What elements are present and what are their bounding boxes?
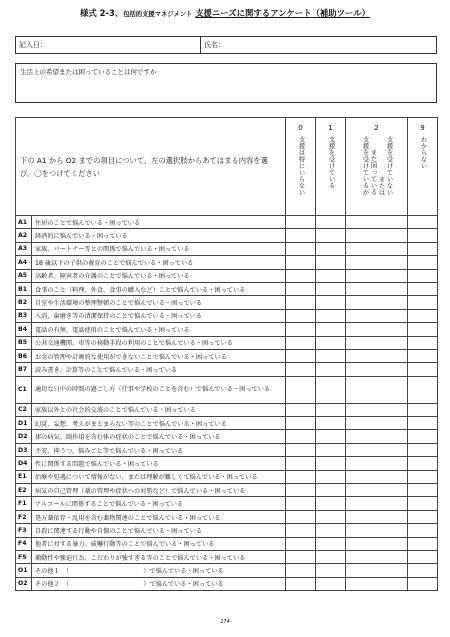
options-header-row	[16, 118, 438, 216]
table-row	[16, 564, 438, 577]
item-text: 体の病気、副作用を含む体の症状のことで悩んでいる・困っている	[32, 430, 286, 443]
table-row	[16, 510, 438, 523]
item-code: E1	[16, 470, 32, 483]
answer-cell-9[interactable]	[408, 269, 438, 282]
answer-cell-9[interactable]	[408, 524, 438, 537]
answer-cell-2[interactable]	[346, 577, 408, 590]
item-text: 自殺に関連する行動や自傷のことで悩んでいる・困っている	[32, 524, 286, 537]
answer-cell-2[interactable]	[346, 524, 408, 537]
answer-cell-0[interactable]	[286, 376, 316, 403]
item-text: 処方薬依存・乱用を含む薬物関連のことで悩んでいる・困っている	[32, 510, 286, 523]
answer-cell-1[interactable]	[316, 282, 346, 295]
title-main: 支援ニーズに関するアンケート（補助ツール）	[195, 8, 370, 18]
answer-cell-0[interactable]	[286, 524, 316, 537]
answer-cell-2[interactable]	[346, 242, 408, 255]
answer-cell-9[interactable]	[408, 484, 438, 497]
item-text: 自室や生活環境の整理整頓のことで悩んでいる・困っている	[32, 296, 286, 309]
option-label-line: 支援を受けているが	[361, 136, 369, 196]
table-row	[16, 229, 438, 242]
answer-cell-1[interactable]	[316, 457, 346, 470]
answer-cell-1[interactable]	[316, 336, 346, 349]
item-text: 読み書き、計算等のことで悩んでいる・困っている	[32, 363, 286, 376]
item-code: A1	[16, 216, 32, 229]
item-text: 経済的に悩んでいる・困っている	[32, 229, 286, 242]
instructions: 下の A1 から O2 までの項目について、左の選択肢からあてはまる内容を選び、〇をつけてください	[16, 118, 286, 216]
item-code: O1	[16, 564, 32, 577]
answer-cell-0[interactable]	[286, 256, 316, 269]
answer-cell-2[interactable]	[346, 430, 408, 443]
item-text: その他１ （ ）で悩んでいる・困っている	[32, 564, 286, 577]
answer-cell-2[interactable]	[346, 510, 408, 523]
option-header-0	[286, 118, 316, 216]
item-code: F5	[16, 550, 32, 563]
answer-cell-1[interactable]	[316, 376, 346, 403]
answer-cell-2[interactable]	[346, 323, 408, 336]
option-label	[316, 132, 345, 191]
answer-cell-9[interactable]	[408, 510, 438, 523]
answer-cell-9[interactable]	[408, 309, 438, 322]
item-text: 治療や処遇について情報がない、または理解が難しくて悩んでいる・困っている	[32, 470, 286, 483]
item-text: 性に関係する問題で悩んでいる・困っている	[32, 457, 286, 470]
table-row	[16, 457, 438, 470]
table-row	[16, 363, 438, 376]
answer-cell-0[interactable]	[286, 336, 316, 349]
answer-cell-9[interactable]	[408, 242, 438, 255]
table-row	[16, 376, 438, 403]
answer-cell-0[interactable]	[286, 296, 316, 309]
answer-cell-2[interactable]	[346, 484, 408, 497]
answer-cell-1[interactable]	[316, 349, 346, 362]
answer-cell-0[interactable]	[286, 216, 316, 229]
option-number: 9	[420, 123, 425, 132]
answer-cell-1[interactable]	[316, 564, 346, 577]
answer-cell-0[interactable]	[286, 443, 316, 456]
answer-cell-1[interactable]	[316, 309, 346, 322]
answer-cell-2[interactable]	[346, 349, 408, 362]
answer-cell-2[interactable]	[346, 256, 408, 269]
option-header-2	[346, 118, 408, 216]
answer-cell-0[interactable]	[286, 470, 316, 483]
answer-cell-1[interactable]	[316, 470, 346, 483]
answer-cell-1[interactable]	[316, 242, 346, 255]
table-row	[16, 242, 438, 255]
item-code: D2	[16, 430, 32, 443]
option-label	[346, 132, 407, 197]
answer-cell-9[interactable]	[408, 457, 438, 470]
item-text: 不安、抑うつ、悩みごと等で悩んでいる・困っている	[32, 443, 286, 456]
answer-cell-2[interactable]	[346, 497, 408, 510]
answer-cell-2[interactable]	[346, 336, 408, 349]
table-row	[16, 403, 438, 416]
answer-cell-2[interactable]	[346, 457, 408, 470]
entry-date-field[interactable]	[16, 37, 201, 53]
answer-cell-0[interactable]	[286, 309, 316, 322]
answer-cell-1[interactable]	[316, 484, 346, 497]
answer-cell-2[interactable]	[346, 537, 408, 550]
item-text: 電話の有無、電話使用のことで悩んでいる・困っている	[32, 323, 286, 336]
answer-cell-0[interactable]	[286, 349, 316, 362]
option-header-1	[316, 118, 346, 216]
option-label-line: 支援を受けていない	[385, 136, 393, 196]
answer-cell-1[interactable]	[316, 296, 346, 309]
item-text: 幻覚、妄想、考えがまとまらない等のことで悩んでいる・困っている	[32, 417, 286, 430]
answer-cell-0[interactable]	[286, 430, 316, 443]
answer-cell-2[interactable]	[346, 564, 408, 577]
answer-cell-1[interactable]	[316, 430, 346, 443]
item-code: F1	[16, 497, 32, 510]
option-header-9	[408, 118, 438, 216]
table-row	[16, 537, 438, 550]
item-code: E2	[16, 484, 32, 497]
table-row	[16, 443, 438, 456]
answer-cell-9[interactable]	[408, 470, 438, 483]
answer-cell-9[interactable]	[408, 577, 438, 590]
answer-cell-9[interactable]	[408, 376, 438, 403]
item-text: 家族、パートナー等との関係で悩んでいる・困っている	[32, 242, 286, 255]
table-row	[16, 323, 438, 336]
answer-cell-1[interactable]	[316, 269, 346, 282]
table-row	[16, 282, 438, 295]
item-code: D3	[16, 443, 32, 456]
answer-cell-2[interactable]	[346, 403, 408, 416]
answer-cell-2[interactable]	[346, 309, 408, 322]
item-text: 衝動性や強迫行為、こだわりが強すぎる等のことで悩んでいる・困っている	[32, 550, 286, 563]
item-code: A4	[16, 256, 32, 269]
answer-cell-2[interactable]	[346, 296, 408, 309]
answer-cell-0[interactable]	[286, 269, 316, 282]
table-row	[16, 484, 438, 497]
option-label-line: 支援は特にいらない	[297, 136, 305, 196]
answer-cell-2[interactable]	[346, 282, 408, 295]
answer-cell-1[interactable]	[316, 363, 346, 376]
table-row	[16, 349, 438, 362]
answer-cell-0[interactable]	[286, 564, 316, 577]
item-text: 他者に対する暴力、威嚇行動等のことで悩んでいる・困っている	[32, 537, 286, 550]
item-code: B5	[16, 336, 32, 349]
answer-cell-0[interactable]	[286, 282, 316, 295]
answer-cell-1[interactable]	[316, 417, 346, 430]
answer-cell-9[interactable]	[408, 417, 438, 430]
item-code: D1	[16, 417, 32, 430]
item-text: 入浴、歯磨き等の清潔保持のことで悩んでいる・困っている	[32, 309, 286, 322]
name-label: 氏名：	[204, 41, 225, 49]
item-code: F4	[16, 537, 32, 550]
item-code: D4	[16, 457, 32, 470]
item-text: アルコールに関係することで悩んでいる・困っている	[32, 497, 286, 510]
answer-cell-0[interactable]	[286, 537, 316, 550]
item-text: 食事のこと（料理、外食、食事の購入など）ことで悩んでいる・困っている	[32, 282, 286, 295]
answer-cell-1[interactable]	[316, 256, 346, 269]
answer-cell-9[interactable]	[408, 497, 438, 510]
answer-cell-2[interactable]	[346, 443, 408, 456]
answer-cell-2[interactable]	[346, 216, 408, 229]
answer-cell-9[interactable]	[408, 537, 438, 550]
answer-cell-0[interactable]	[286, 242, 316, 255]
page-title	[0, 7, 450, 19]
answer-cell-0[interactable]	[286, 550, 316, 563]
answer-cell-9[interactable]	[408, 403, 438, 416]
table-row	[16, 417, 438, 430]
item-code: O2	[16, 577, 32, 590]
item-code: C2	[16, 403, 32, 416]
answer-cell-9[interactable]	[408, 296, 438, 309]
answer-cell-9[interactable]	[408, 256, 438, 269]
answer-cell-1[interactable]	[316, 216, 346, 229]
answer-cell-9[interactable]	[408, 564, 438, 577]
answer-cell-0[interactable]	[286, 497, 316, 510]
title-prefix: 様式 2-3、	[80, 8, 124, 18]
answer-cell-9[interactable]	[408, 349, 438, 362]
item-code: B4	[16, 323, 32, 336]
table-row	[16, 470, 438, 483]
answer-cell-9[interactable]	[408, 430, 438, 443]
answer-cell-2[interactable]	[346, 376, 408, 403]
answer-cell-1[interactable]	[316, 537, 346, 550]
item-text: その他２ （ ）で悩んでいる・困っている	[32, 577, 286, 590]
questionnaire-table	[15, 117, 438, 591]
answer-cell-9[interactable]	[408, 323, 438, 336]
answer-cell-0[interactable]	[286, 510, 316, 523]
answer-cell-0[interactable]	[286, 484, 316, 497]
item-text: 高齢者、障害者の介護のことで悩んでいる・困っている	[32, 269, 286, 282]
item-code: A3	[16, 242, 32, 255]
option-label	[286, 132, 315, 197]
answer-cell-0[interactable]	[286, 403, 316, 416]
item-code: A2	[16, 229, 32, 242]
entry-date-label: 記入日：	[19, 41, 47, 49]
table-row	[16, 216, 438, 229]
item-code: B1	[16, 282, 32, 295]
answer-cell-0[interactable]	[286, 417, 316, 430]
answer-cell-0[interactable]	[286, 229, 316, 242]
table-row	[16, 309, 438, 322]
answer-cell-1[interactable]	[316, 323, 346, 336]
item-code: B6	[16, 349, 32, 362]
table-row	[16, 497, 438, 510]
answer-cell-9[interactable]	[408, 336, 438, 349]
hope-label: 生活上の希望または困っていることは何ですか	[20, 68, 157, 76]
answer-cell-2[interactable]	[346, 363, 408, 376]
option-label-line: わからない	[419, 136, 427, 169]
item-text: 公共交通機関、車等の移動手段の利用のことで悩んでいる・困っている	[32, 336, 286, 349]
answer-cell-2[interactable]	[346, 269, 408, 282]
item-text: 家族以外との社会的交流のことで悩んでいる・困っている	[32, 403, 286, 416]
item-text: 住居のことで悩んでいる・困っている	[32, 216, 286, 229]
title-subtitle: 包括的支援マネジメント	[123, 11, 193, 18]
table-row	[16, 524, 438, 537]
answer-cell-1[interactable]	[316, 510, 346, 523]
answer-cell-9[interactable]	[408, 550, 438, 563]
item-text: 病気の自己管理（薬の管理や症状への対処など）で悩んでいる・困っている	[32, 484, 286, 497]
table-row	[16, 296, 438, 309]
option-number: 1	[328, 123, 333, 132]
table-row	[16, 550, 438, 563]
answer-cell-2[interactable]	[346, 417, 408, 430]
header-row	[15, 36, 437, 54]
answer-cell-9[interactable]	[408, 282, 438, 295]
item-code: F2	[16, 510, 32, 523]
answer-cell-9[interactable]	[408, 229, 438, 242]
answer-cell-1[interactable]	[316, 403, 346, 416]
table-row	[16, 269, 438, 282]
answer-cell-1[interactable]	[316, 550, 346, 563]
answer-cell-0[interactable]	[286, 363, 316, 376]
option-number: 0	[298, 123, 303, 132]
table-row	[16, 577, 438, 590]
answer-cell-2[interactable]	[346, 550, 408, 563]
item-code: A5	[16, 269, 32, 282]
item-text: お金の管理や計画的な使用ができないことで悩んでいる・困っている	[32, 349, 286, 362]
item-text: 18 歳以下の子供の養育のことで悩んでいる・困っている	[32, 256, 286, 269]
table-row	[16, 256, 438, 269]
answer-cell-9[interactable]	[408, 363, 438, 376]
answer-cell-0[interactable]	[286, 323, 316, 336]
item-code: C1	[16, 376, 32, 403]
option-label	[408, 132, 437, 171]
answer-cell-9[interactable]	[408, 216, 438, 229]
item-code: B2	[16, 296, 32, 309]
answer-cell-9[interactable]	[408, 443, 438, 456]
item-code: B7	[16, 363, 32, 376]
answer-cell-2[interactable]	[346, 470, 408, 483]
table-row	[16, 430, 438, 443]
page-number: 274	[220, 619, 230, 625]
option-label-line: まだ困っている	[369, 149, 377, 196]
option-label-line: 支援を受けている	[327, 136, 335, 189]
answer-cell-0[interactable]	[286, 457, 316, 470]
item-text: 適切な日中の時間の過ごし方（仕事や学校のことを含む）で悩んでいる・困っている	[32, 376, 286, 403]
table-row	[16, 336, 438, 349]
answer-cell-2[interactable]	[346, 229, 408, 242]
option-label-line: または	[377, 175, 385, 196]
answer-cell-1[interactable]	[316, 443, 346, 456]
name-field[interactable]	[201, 37, 436, 53]
answer-cell-0[interactable]	[286, 577, 316, 590]
answer-cell-1[interactable]	[316, 497, 346, 510]
answer-cell-1[interactable]	[316, 524, 346, 537]
answer-cell-1[interactable]	[316, 229, 346, 242]
item-code: B3	[16, 309, 32, 322]
hope-field[interactable]	[15, 63, 437, 103]
answer-cell-1[interactable]	[316, 577, 346, 590]
option-number: 2	[374, 123, 379, 132]
item-code: F3	[16, 524, 32, 537]
